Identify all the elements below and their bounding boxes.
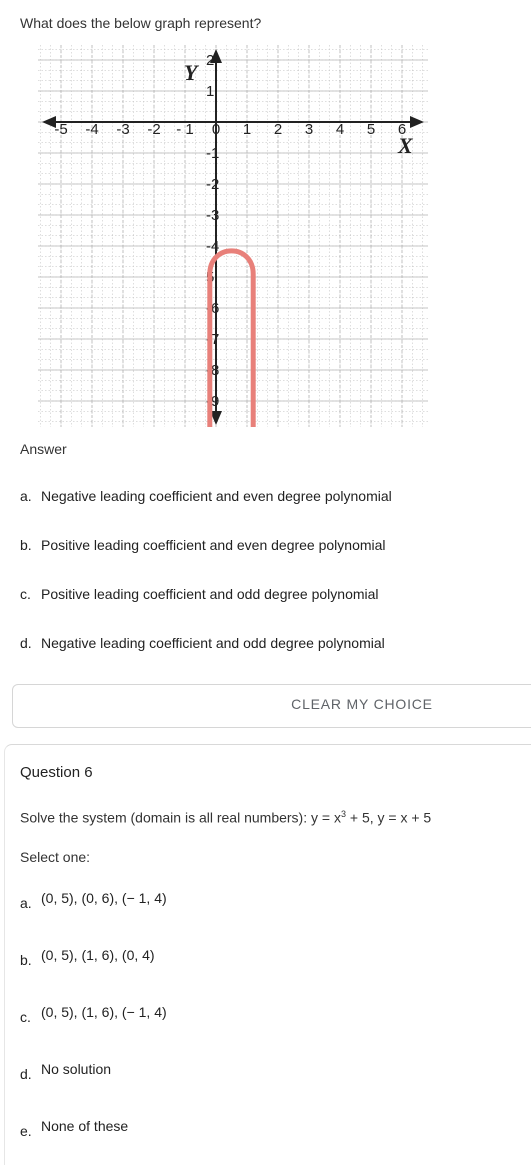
y-tick-label: 2 bbox=[206, 52, 215, 69]
q6-option-4[interactable] bbox=[20, 1061, 111, 1082]
option-letter: d. bbox=[20, 635, 32, 651]
x-tick-label: -3 bbox=[116, 121, 130, 138]
clear-choice-button[interactable]: CLEAR MY CHOICE bbox=[291, 696, 433, 712]
y-axis-label: Y bbox=[184, 60, 198, 85]
q6-option-3[interactable] bbox=[20, 1004, 167, 1025]
y-tick-label: -7 bbox=[206, 331, 220, 348]
x-tick-label: 1 bbox=[242, 121, 252, 138]
x-tick-label: 5 bbox=[366, 121, 376, 138]
polynomial-graph bbox=[38, 45, 428, 427]
y-tick-label: -1 bbox=[206, 145, 220, 162]
option-text: (0, 5), (1, 6), (0, 4) bbox=[41, 947, 155, 963]
option-text: (0, 5), (0, 6), (− 1, 4) bbox=[41, 890, 167, 906]
y-tick-label: -3 bbox=[206, 207, 220, 224]
x-axis-label: X bbox=[398, 133, 413, 158]
x-tick-label: 4 bbox=[335, 121, 345, 138]
question-6-prompt: Solve the system (domain is all real numbers): $y = x^3 + 5$, y = x + 5 bbox=[20, 809, 432, 826]
y-tick-label: 1 bbox=[206, 83, 215, 100]
answer-option-2[interactable] bbox=[20, 537, 386, 553]
option-letter: a. bbox=[20, 488, 32, 504]
y-tick-label: -8 bbox=[206, 362, 220, 379]
option-text: No solution bbox=[41, 1061, 112, 1077]
y-tick-label: -9 bbox=[206, 393, 220, 410]
select-one-label: Select one: bbox=[20, 849, 91, 865]
x-tick-label: 0 bbox=[211, 121, 221, 138]
x-tick-label: - 1 bbox=[176, 121, 194, 138]
option-text: Positive leading coefficient and odd degree polynomial bbox=[41, 586, 379, 602]
x-axis-right-arrow bbox=[410, 116, 424, 128]
option-letter: b. bbox=[20, 952, 32, 968]
answer-option-1[interactable] bbox=[20, 488, 392, 504]
y-tick-label: -4 bbox=[206, 238, 220, 255]
x-tick-label: -5 bbox=[54, 121, 68, 138]
q6-option-5[interactable] bbox=[20, 1118, 128, 1139]
y-tick-label: -2 bbox=[206, 176, 220, 193]
x-tick-label: 3 bbox=[304, 121, 314, 138]
y-tick-label: -6 bbox=[206, 300, 220, 317]
x-tick-label: 2 bbox=[273, 121, 283, 138]
option-text: Negative leading coefficient and even degree polynomial bbox=[41, 488, 392, 504]
option-text: Positive leading coefficient and even degree polynomial bbox=[41, 537, 386, 553]
option-letter: b. bbox=[20, 537, 32, 553]
option-letter: d. bbox=[20, 1066, 32, 1082]
x-tick-label: -2 bbox=[147, 121, 161, 138]
x-tick-label: -4 bbox=[85, 121, 99, 138]
option-text: (0, 5), (1, 6), (− 1, 4) bbox=[41, 1004, 167, 1020]
question-text: What does the below graph represent? bbox=[20, 15, 262, 31]
option-letter: c. bbox=[20, 586, 31, 602]
y-tick-label: 5 bbox=[206, 269, 215, 286]
option-letter: e. bbox=[20, 1123, 32, 1139]
option-letter: a. bbox=[20, 895, 32, 911]
q6-option-1[interactable] bbox=[20, 890, 167, 911]
question-6-title: Question 6 bbox=[20, 764, 93, 781]
answer-label: Answer bbox=[20, 441, 67, 457]
answer-option-4[interactable] bbox=[20, 635, 385, 651]
option-text: Negative leading coefficient and odd degree polynomial bbox=[41, 635, 385, 651]
option-text: None of these bbox=[41, 1118, 129, 1134]
answer-option-3[interactable] bbox=[20, 586, 379, 602]
option-letter: c. bbox=[20, 1009, 31, 1025]
x-tick-label: 6 bbox=[397, 121, 407, 138]
clear-choice-container bbox=[12, 684, 531, 728]
q6-option-2[interactable] bbox=[20, 947, 155, 968]
